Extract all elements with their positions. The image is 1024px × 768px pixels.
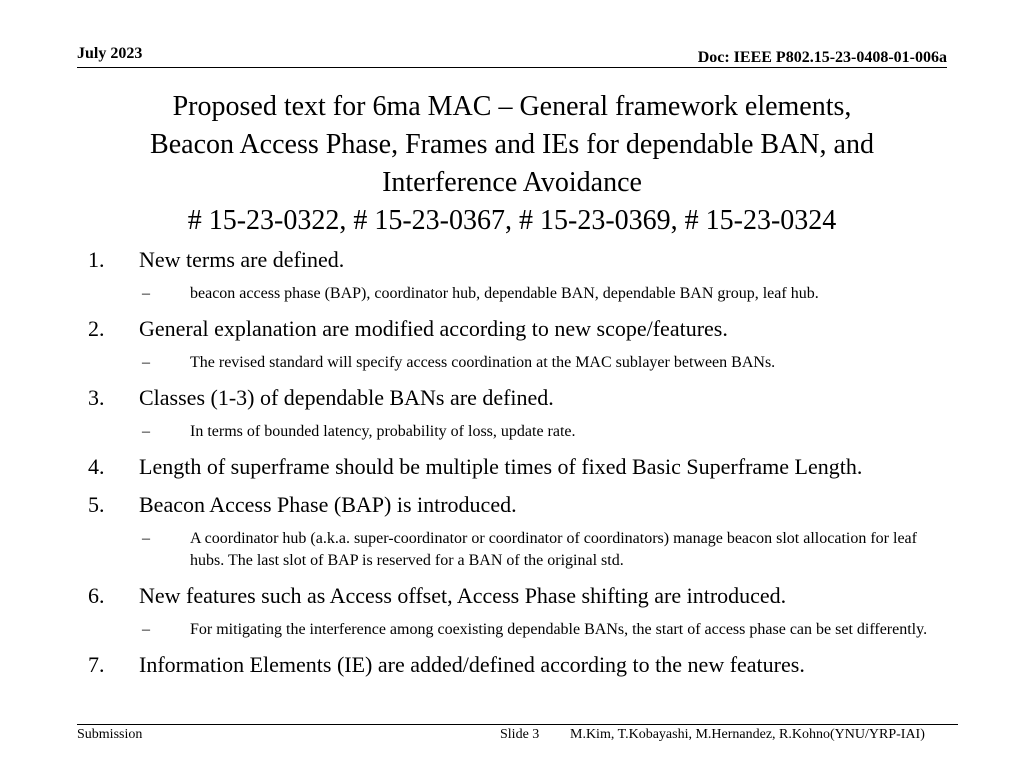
title-line-4: # 15-23-0322, # 15-23-0367, # 15-23-0369, # 15-23-0324 xyxy=(187,205,837,236)
list-item-text: Classes (1-3) of dependable BANs are defined. xyxy=(139,385,554,410)
sub-bullet xyxy=(88,352,948,374)
list-item-number: 5. xyxy=(88,492,105,517)
slide-title xyxy=(77,88,947,240)
footer-submission: Submission xyxy=(77,727,143,742)
dash-bullet-icon: – xyxy=(142,354,150,371)
title-line-2: Beacon Access Phase, Frames and IEs for dependable BAN, and xyxy=(150,129,874,160)
list-item-text: Length of superframe should be multiple times of fixed Basic Superframe Length. xyxy=(139,454,863,479)
dash-bullet-icon: – xyxy=(142,423,150,440)
header-date: July 2023 xyxy=(77,45,143,62)
list-item-number: 7. xyxy=(88,652,105,677)
list-item xyxy=(88,581,948,641)
footer-slide-number: Slide 3 xyxy=(500,727,540,742)
list-item-number: 6. xyxy=(88,583,105,608)
list-item-number: 4. xyxy=(88,454,105,479)
list-item-text: New features such as Access offset, Access Phase shifting are introduced. xyxy=(139,583,787,608)
list-item-number: 2. xyxy=(88,316,105,341)
list-item-text: Beacon Access Phase (BAP) is introduced. xyxy=(139,492,517,517)
dash-bullet-icon: – xyxy=(142,285,150,302)
dash-bullet-icon: – xyxy=(142,621,150,638)
list-item-number: 3. xyxy=(88,385,105,410)
sub-bullet xyxy=(88,283,948,305)
header-doc-id: Doc: IEEE P802.15-23-0408-01-006a xyxy=(697,49,947,66)
title-line-3: Interference Avoidance xyxy=(382,167,642,198)
numbered-list xyxy=(88,245,948,680)
list-item xyxy=(88,314,948,374)
list-item-text: New terms are defined. xyxy=(139,247,345,272)
list-item-text: Information Elements (IE) are added/defined according to the new features. xyxy=(139,652,805,677)
list-item xyxy=(88,650,948,680)
footer-divider xyxy=(77,724,958,725)
title-line-1: Proposed text for 6ma MAC – General framework elements, xyxy=(172,91,852,122)
sub-bullet xyxy=(88,421,948,443)
list-item xyxy=(88,383,948,443)
sub-bullet xyxy=(88,619,948,641)
dash-bullet-icon: – xyxy=(142,530,150,547)
sub-bullet-text: The revised standard will specify access coordination at the MAC sublayer between BANs. xyxy=(190,354,776,371)
list-item-text: General explanation are modified according to new scope/features. xyxy=(139,316,728,341)
sub-bullet-text: beacon access phase (BAP), coordinator hub, dependable BAN, dependable BAN group, leaf hub. xyxy=(190,285,819,302)
list-item xyxy=(88,245,948,305)
sub-bullet-text: A coordinator hub (a.k.a. super-coordinator or coordinator of coordinators) manage beacon slot allocation for leaf hubs. The last slot of BAP is reserved for a BAN of the original std. xyxy=(190,530,917,569)
list-item-number: 1. xyxy=(88,247,105,272)
sub-bullet-text: In terms of bounded latency, probability of loss, update rate. xyxy=(190,423,576,440)
sub-bullet-text: For mitigating the interference among coexisting dependable BANs, the start of access phase can be set differently. xyxy=(190,621,928,638)
header-divider xyxy=(77,67,947,68)
list-item xyxy=(88,452,948,490)
list-item xyxy=(88,490,948,572)
footer-authors: M.Kim, T.Kobayashi, M.Hernandez, R.Kohno(YNU/YRP-IAI) xyxy=(570,727,925,742)
sub-bullet xyxy=(88,528,948,572)
